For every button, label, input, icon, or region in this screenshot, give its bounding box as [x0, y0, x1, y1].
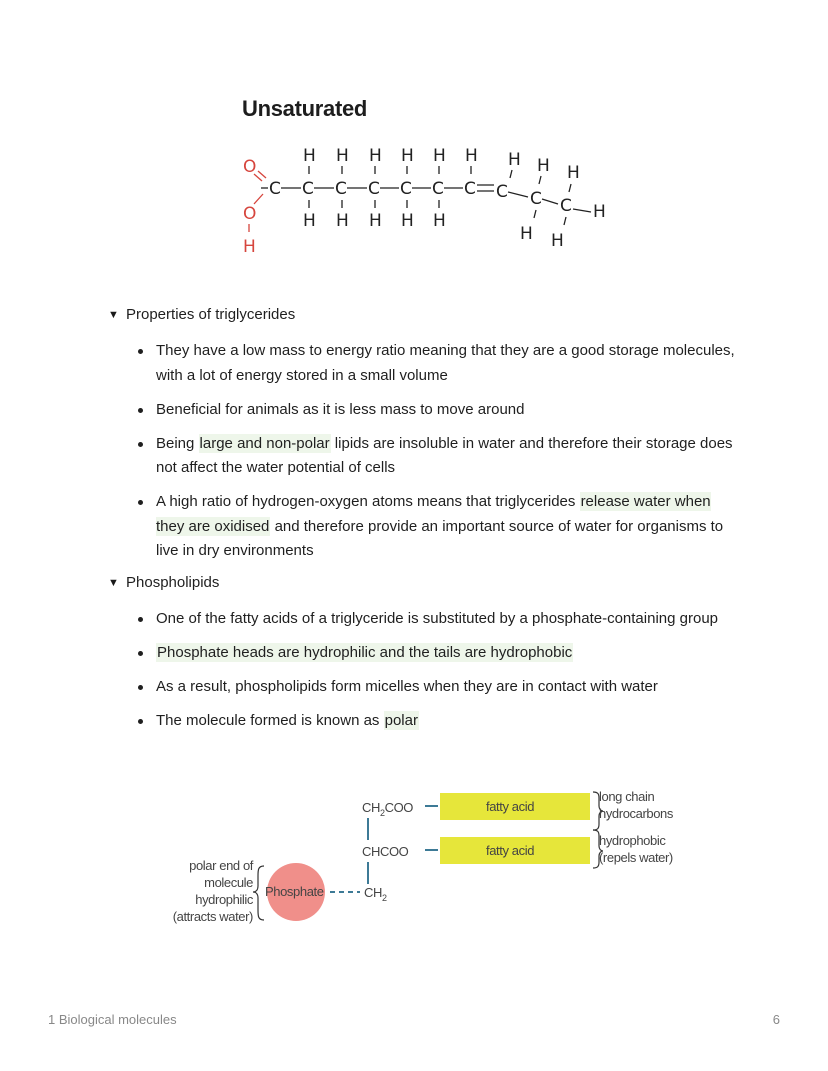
phospholipid-figure	[160, 780, 700, 940]
atom-c: C	[335, 179, 347, 199]
atom-h: H	[520, 224, 533, 244]
atom-h: H	[567, 163, 580, 183]
atom-h: H	[401, 211, 414, 231]
list-item: One of the fatty acids of a triglyceride is substituted by a phosphate-containing group	[137, 607, 737, 632]
polar-label: molecule	[204, 875, 253, 890]
polar-label: hydrophilic	[195, 892, 253, 907]
atom-h: H	[369, 211, 382, 231]
label-fatty-acid: fatty acid	[486, 843, 535, 858]
bullet-icon	[138, 442, 143, 447]
atom-h: H	[508, 150, 521, 170]
long-chain-label: long chain	[599, 789, 655, 804]
triangle-down-icon[interactable]: ▼	[108, 308, 119, 321]
hydrophobic-label: (repels water)	[599, 850, 673, 865]
atom-h: H	[369, 146, 382, 166]
label-fatty-acid: fatty acid	[486, 799, 535, 814]
bullet-icon	[138, 408, 143, 413]
hydrophobic-label: hydrophobic	[599, 833, 666, 848]
bullet-icon	[138, 500, 143, 505]
long-chain-label: hydrocarbons	[599, 806, 673, 821]
atom-c: C	[400, 179, 412, 199]
polar-label: (attracts water)	[172, 909, 253, 924]
atom-h: H	[336, 211, 349, 231]
bullet-icon	[138, 719, 143, 724]
atom-c: C	[432, 179, 444, 199]
atom-o: O	[243, 157, 257, 177]
toggle-heading: Phospholipids	[126, 574, 220, 591]
atom-c: C	[530, 189, 542, 209]
carboxyl-group	[243, 157, 266, 257]
atom-h: H	[336, 146, 349, 166]
footer-chapter: 1 Biological molecules	[48, 1012, 177, 1027]
figure-title: Unsaturated	[242, 96, 368, 121]
toggle-phospholipids[interactable]	[108, 574, 219, 591]
list-item: They have a low mass to energy ratio meaning that they are a good storage molecules, with a lot of energy stored in a small volume	[137, 339, 737, 388]
footer-page-number: 6	[772, 1012, 780, 1027]
list-item	[137, 641, 737, 666]
list-item: Being large and non-polar lipids are insoluble in water and therefore their storage does not affect the water potential of cells	[137, 432, 737, 481]
atom-h: H	[465, 146, 478, 166]
atom-h: H	[303, 211, 316, 231]
toggle-heading: Properties of triglycerides	[126, 306, 296, 323]
bullet-icon	[138, 651, 143, 656]
list-item: A high ratio of hydrogen-oxygen atoms means that triglycerides release water when they are oxidised and therefore provide an important source of water for organisms to live in dry environments	[137, 490, 737, 564]
atom-h: H	[433, 146, 446, 166]
atom-c: C	[464, 179, 476, 199]
atom-h: H	[593, 202, 606, 222]
bullet-icon	[138, 685, 143, 690]
atom-h: H	[243, 237, 256, 257]
bullet-icon	[138, 349, 143, 354]
atom-h: H	[401, 146, 414, 166]
top-hydrogens	[303, 146, 580, 183]
atom-c: C	[560, 196, 572, 216]
triglyceride-properties-list	[137, 339, 737, 573]
atom-c: C	[302, 179, 314, 199]
atom-h: H	[537, 156, 550, 176]
atom-h: H	[303, 146, 316, 166]
highlighted-text: polar	[384, 712, 418, 729]
label-ch2coo: $CH_2COO$	[362, 800, 414, 818]
atom-h: H	[551, 231, 564, 251]
bullet-icon	[138, 617, 143, 622]
atom-o: O	[243, 204, 257, 224]
polar-label: polar end of	[189, 858, 253, 873]
highlighted-text: release water when they are oxidised	[156, 493, 711, 535]
list-item: As a result, phospholipids form micelles when they are in contact with water	[137, 675, 737, 700]
unsaturated-figure	[240, 96, 620, 261]
label-chcoo: CHCOO	[362, 844, 409, 859]
phospholipid-diagram	[160, 780, 700, 940]
label-phosphate: Phosphate	[265, 884, 324, 899]
label-ch2: $CH_2$	[364, 885, 387, 903]
atom-h: H	[433, 211, 446, 231]
list-item: Beneficial for animals as it is less mass to move around	[137, 398, 737, 423]
highlighted-text: Phosphate heads are hydrophilic and the tails are hydrophobic	[157, 644, 573, 661]
triangle-down-icon[interactable]: ▼	[108, 576, 119, 589]
phospholipid-list	[137, 607, 737, 743]
atom-c: C	[496, 182, 508, 202]
atom-c: C	[269, 179, 281, 199]
list-item: The molecule formed is known as polar	[137, 709, 737, 734]
bottom-hydrogens	[303, 211, 564, 251]
atom-c: C	[368, 179, 380, 199]
highlighted-text: large and non-polar	[199, 434, 330, 452]
toggle-properties-of-triglycerides[interactable]	[108, 306, 295, 323]
